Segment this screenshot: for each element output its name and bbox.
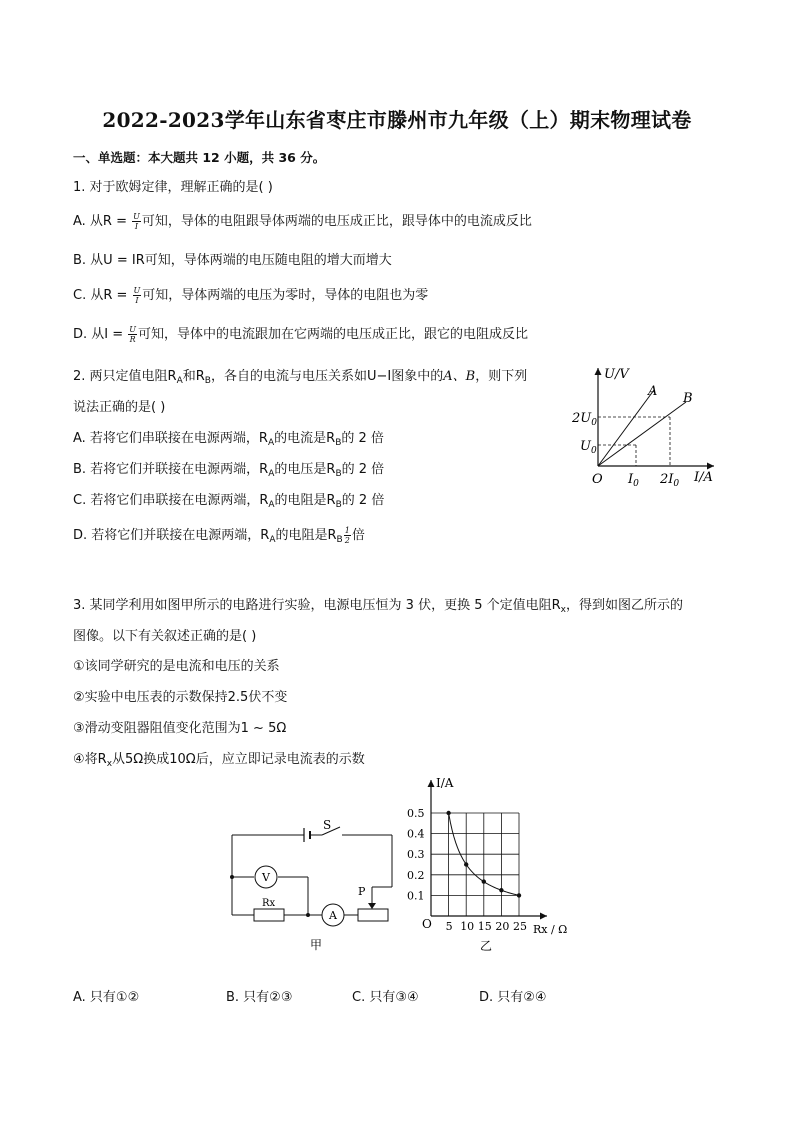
y-tick-label: 0.5: [407, 807, 425, 820]
rheostat: [358, 909, 388, 921]
q3-statement-1: ①该同学研究的是电流和电压的关系: [73, 659, 280, 674]
q2-option-b: B. 若将它们并联接在电源两端，$R_A$的电压是$R_B$的 2 倍: [73, 462, 385, 479]
y-tick-label: 0.4: [407, 827, 425, 841]
x-tick-label: 10: [460, 920, 475, 933]
y-tick-label: 0.1: [407, 889, 425, 903]
chart-caption: 乙: [480, 939, 493, 953]
resistor-rx: [254, 909, 284, 921]
section-heading: 一、单选题：本大题共 12 小题，共 36 分。: [73, 150, 326, 165]
data-point: [482, 879, 486, 883]
x-tick-label: 25: [513, 920, 527, 933]
q3-stem-line1: 3. 某同学利用如图甲所示的电路进行实验，电源电压恒为 3 伏，更换 5 个定值电阻$R_x$，得到如图乙所示的: [73, 598, 683, 615]
y-axis-label: U/V: [604, 367, 629, 382]
q3-current-resistance-chart: [402, 770, 574, 955]
q3-option-d[interactable]: D. 只有②④: [479, 990, 547, 1005]
origin-label: O: [592, 472, 603, 487]
line-b-label: B: [683, 391, 693, 406]
q1-option-a: A. 从R = $\frac{U}{I}$ 可知，导体的电阻跟导体两端的电压成正比，跟导体中的电流成反比: [73, 212, 532, 231]
q3-stem-line2: 图像。以下有关叙述正确的是( ): [73, 629, 257, 644]
x-axis-label: I/A: [694, 470, 713, 485]
switch-label: S: [323, 818, 332, 832]
q2-option-c: C. 若将它们串联接在电源两端，$R_A$的电阻是$R_B$的 2 倍: [73, 493, 385, 510]
x-tick-label: 15: [477, 920, 492, 933]
y-axis-label: I/A: [436, 776, 454, 790]
q2-stem-line2: 说法正确的是( ): [73, 400, 166, 415]
y-tick-label: 0.3: [407, 848, 425, 862]
q3-statement-3: ③滑动变阻器阻值变化范围为1 ~ 5Ω: [73, 721, 287, 736]
q3-statement-4: ④将$R_x$从5Ω换成10Ω后，应立即记录电流表的示数: [73, 752, 365, 769]
slider-label: P: [358, 885, 366, 898]
y-tick-2u0: $2U_0$: [572, 411, 597, 428]
q3-circuit-diagram: [222, 815, 402, 955]
q2-stem-line1: 2. 两只定值电阻$R_A$和$R_B$，各自的电流与电压关系如U−I图象中的A、B，则下列: [73, 369, 528, 386]
resistor-label: Rx: [262, 898, 276, 909]
data-point: [517, 893, 521, 897]
line-a-label: A: [648, 384, 658, 399]
x-axis-label: Rx / Ω: [533, 923, 568, 936]
q3-option-a[interactable]: A. 只有①②: [73, 990, 140, 1005]
q1-option-c: C. 从R = $\frac{U}{I}$ 可知，导体两端的电压为零时，导体的电阻也为零: [73, 286, 429, 305]
q3-option-c[interactable]: C. 只有③④: [352, 990, 419, 1005]
q3-option-b[interactable]: B. 只有②③: [226, 990, 293, 1005]
data-point: [446, 811, 450, 815]
y-tick-label: 0.2: [407, 868, 425, 882]
ammeter-label: A: [329, 909, 337, 922]
data-point: [499, 888, 503, 892]
q2-option-a: A. 若将它们串联接在电源两端，$R_A$的电流是$R_B$的 2 倍: [73, 431, 384, 448]
data-point: [464, 862, 468, 866]
q1-option-b: B. 从U = IR可知，导体两端的电压随电阻的增大而增大: [73, 253, 392, 268]
y-tick-u0: $U_0$: [580, 439, 597, 456]
origin-label: O: [422, 917, 432, 931]
x-tick-label: 5: [445, 920, 453, 933]
q2-option-d: D. 若将它们并联接在电源两端，$R_A$的电阻是$R_B$ $\frac{1}{2}$ 倍: [73, 526, 365, 545]
line-b: [598, 402, 686, 466]
q1-option-d: D. 从I = $\frac{U}{R}$ 可知，导体中的电流跟加在它两端的电压成正比，跟它的电阻成反比: [73, 325, 529, 344]
circuit-caption: 甲: [310, 938, 323, 952]
q1-stem: 1. 对于欧姆定律，理解正确的是( ): [73, 180, 273, 195]
x-tick-i0: $I_0$: [628, 472, 639, 489]
q2-ui-graph: [568, 360, 728, 492]
x-tick-2i0: $2I_0$: [660, 472, 680, 489]
paper-title: 2022-2023学年山东省枣庄市滕州市九年级（上）期末物理试卷: [102, 108, 692, 132]
voltmeter-label: V: [262, 871, 270, 884]
q3-statement-2: ②实验中电压表的示数保持2.5伏不变: [73, 690, 288, 705]
line-a: [598, 390, 654, 466]
x-tick-label: 20: [495, 920, 510, 933]
